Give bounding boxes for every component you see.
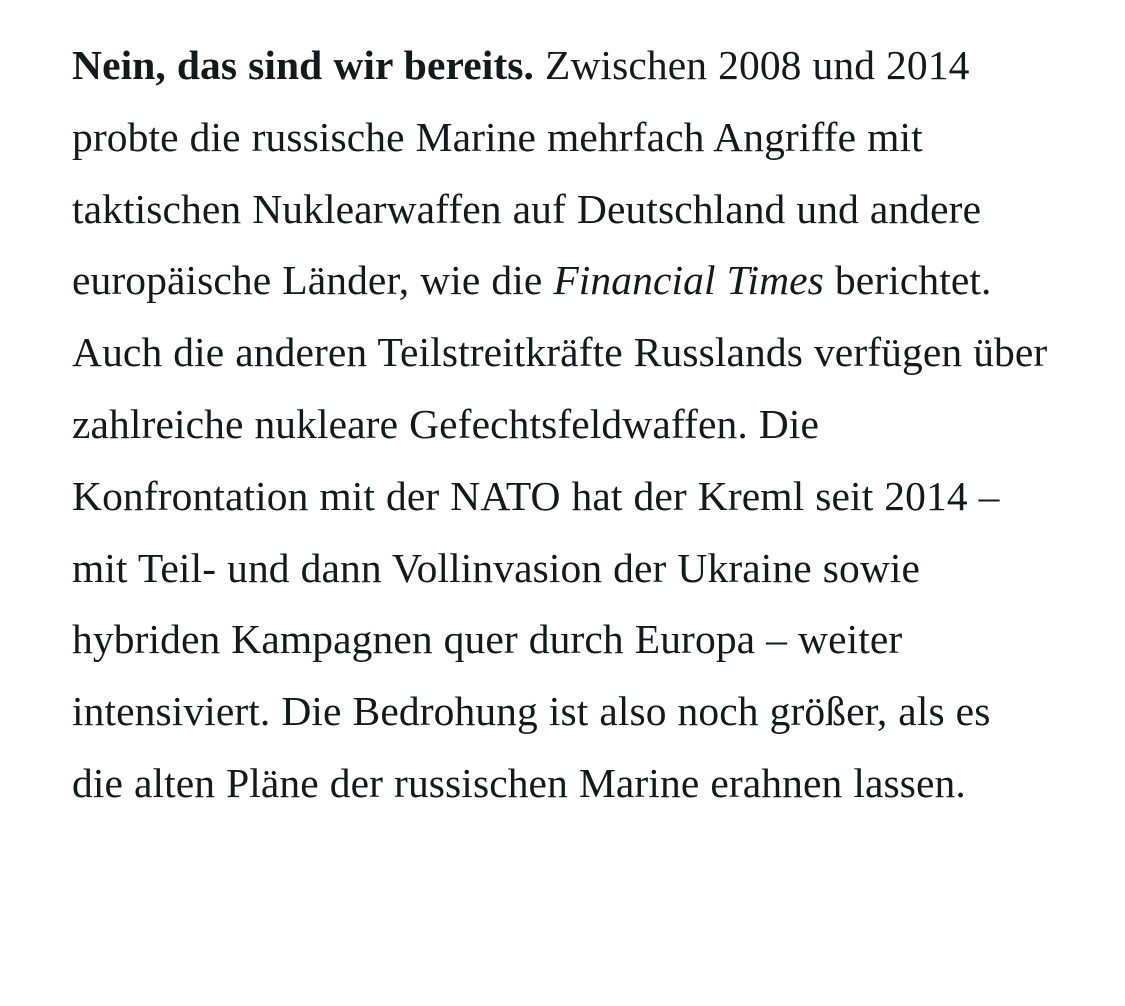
article-paragraph <box>72 30 1050 820</box>
paragraph-text-after-citation: berichtet. Auch die anderen Teilstreitkräfte Russlands verfügen über zahlreiche nukleare Gefechtsfeldwaffen. Die Konfrontation mit der NATO hat der Kreml seit 2014 – mit Teil- und dann Vollinvasion der Ukraine sowie hybriden Kampagnen quer durch Europa – weiter intensiviert. Die Bedrohung ist also noch größer, als es die alten Pläne der russischen Marine erahnen lassen. <box>72 257 1048 806</box>
paragraph-lead-in: Nein, das sind wir bereits. <box>72 42 535 88</box>
paragraph-text-before-citation: Zwischen 2008 und 2014 probte die russische Marine mehrfach Angriffe mit taktischen Nuklearwaffen auf Deutschland und andere europäische Länder, wie die <box>72 42 982 304</box>
publication-citation: Financial Times <box>553 257 824 304</box>
